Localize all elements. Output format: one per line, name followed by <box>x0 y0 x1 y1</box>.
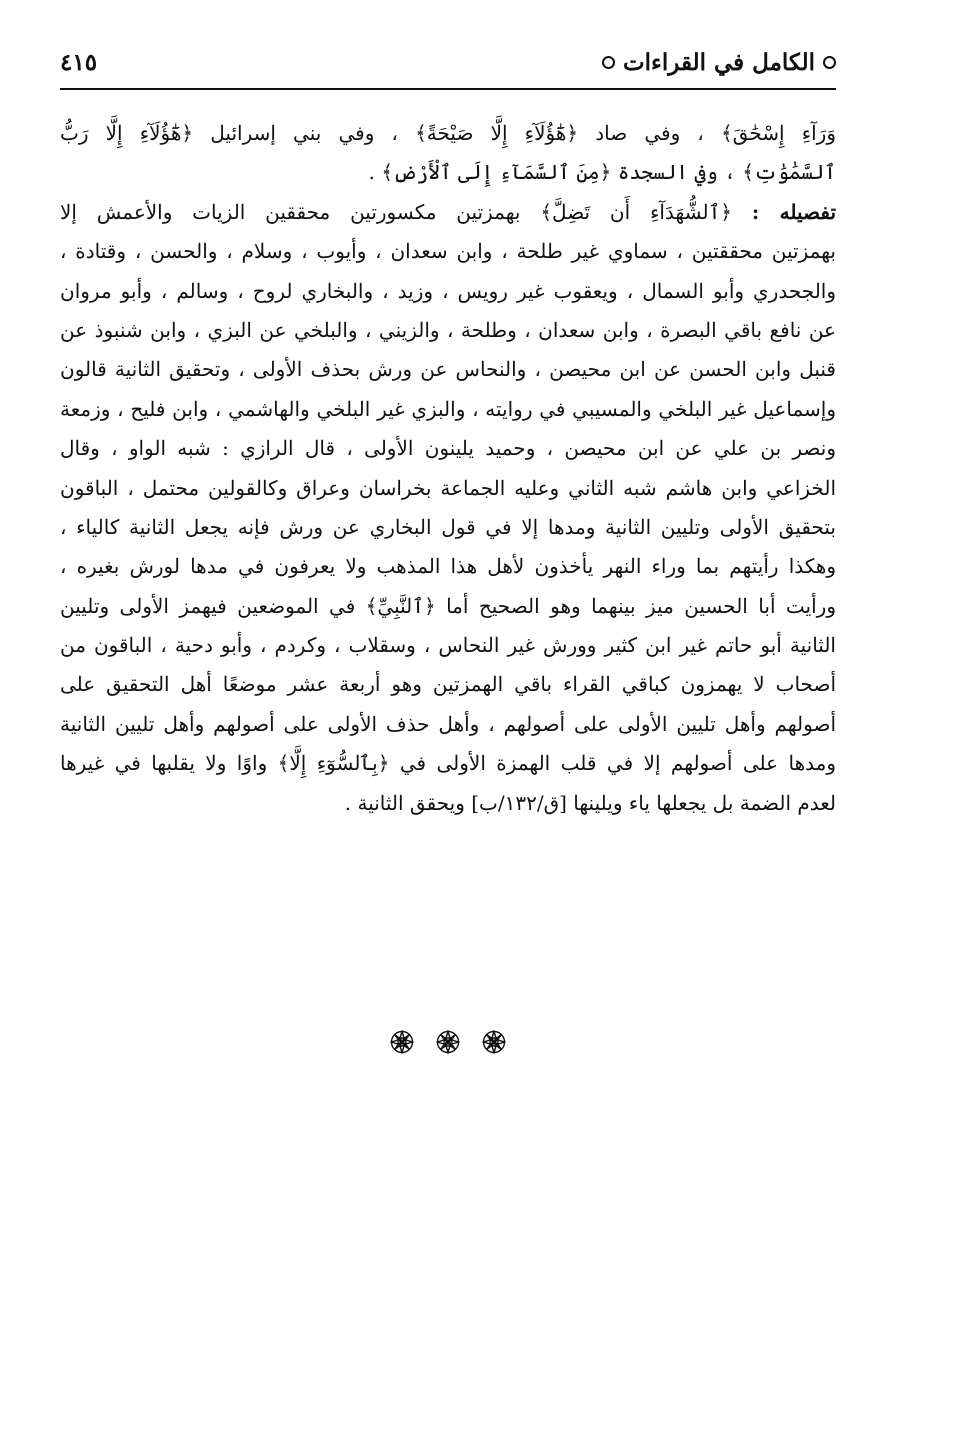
running-title-text: الكامل في القراءات <box>623 48 815 76</box>
text-line-with-label <box>60 193 836 232</box>
body-text <box>60 114 836 823</box>
text-line: ٱلسَّمَٰوَٰتِ﴾ ، وفي السجدة ﴿مِنَ ٱلسَّمَآءِ إِلَى ٱلْأَرْضِ﴾ . <box>368 160 836 185</box>
text-line: ونصر بن علي عن ابن محيصن ، وحميد يلينون الأولى ، قال الرازي : شبه الواو ، وقال <box>60 436 836 461</box>
header-rule <box>60 88 836 90</box>
section-label: تفصيله : <box>751 199 836 224</box>
text-line: وهكذا رأيتهم بما وراء النهر يأخذون لأهل هذا المذهب ولا يعرفون في مدها لورش بغيره ، <box>60 554 836 579</box>
flower-ornament-icon <box>436 1030 460 1054</box>
text-line: أصولهم وأهل تليين الأولى على أصولهم ، وأهل حذف الأولى على أصولهم وأهل تليين الثانية <box>60 711 836 736</box>
text-line: الثانية أبو حاتم غير ابن كثير وورش غير النحاس ، وسقلاب ، وكردم ، وأبو دحية ، الباقون من <box>60 633 836 658</box>
page-header <box>60 42 836 82</box>
text-line: قنبل وابن الحسن عن ابن محيصن ، والنحاس عن ورش بحذف الأولى ، وتحقيق الثانية قالون <box>60 357 836 382</box>
text-line: ورأيت أبا الحسين ميز بينهما وهو الصحيح أما ﴿ٱلنَّبِيِّ﴾ في الموضعين فيهمز الأولى وتليين <box>60 593 836 618</box>
label-quote: ﴿ٱلشُّهَدَآءِ أَن تَضِلَّ﴾ <box>540 199 733 224</box>
page-number: ٤١٥ <box>60 48 98 76</box>
label-line-rest: بهمزتين مكسورتين محققين الزيات والأعمش إلا <box>60 199 521 224</box>
text-line: والجحدري وأبو السمال ، ويعقوب غير رويس ، وزيد ، والبخاري لروح ، وسالم ، وأبو مروان <box>60 278 836 303</box>
text-line: بتحقيق الأولى وتليين الثانية ومدها إلا في قول البخاري عن ورش فإنه يجعل الثانية كالياء ، <box>60 514 836 539</box>
text-line: ومدها على أصولهم إلا في قلب الهمزة الأولى في ﴿بِٱلسُّوٓءِ إِلَّا﴾ واوًا ولا يقلبها في غيرها <box>60 751 836 776</box>
text-line: أصحاب لا يهمزون كباقي القراء باقي الهمزتين وهو أربعة عشر موضعًا أهل التحقيق على <box>60 672 836 697</box>
text-line: وَرَآءِ إِسْحَٰقَ﴾ ، وفي صاد ﴿هَٰٓؤُلَآءِ إِلَّا صَيْحَةً﴾ ، وفي بني إسرائيل ﴿هَٰٓؤُلَآءِ إِلَّا رَبُّ <box>60 121 836 145</box>
flower-ornament-icon <box>390 1030 414 1054</box>
section-end-ornaments <box>60 1030 836 1054</box>
text-line: لعدم الضمة بل يجعلها ياء ويلينها [ق/١٣٢/ب] ويحقق الثانية . <box>344 790 836 815</box>
circle-ornament-icon <box>823 56 836 69</box>
text-line: الخزاعي وابن هاشم شبه الثاني وعليه الجماعة بخراسان وعراق وكالقولين محتمل ، الباقون <box>60 475 836 500</box>
circle-ornament-icon <box>602 56 615 69</box>
text-line: عن نافع باقي البصرة ، وابن سعدان ، وطلحة ، والزيني ، والبلخي عن البزي ، وابن شنبوذ عن <box>60 317 836 342</box>
text-line: وإسماعيل غير البلخي والمسيبي في روايته ، والبزي غير البلخي والهاشمي ، وابن فليح ، وزمعة <box>60 396 836 421</box>
text-line: بهمزتين محققتين ، سماوي غير طلحة ، وابن سعدان ، وأيوب ، وسلام ، والحسن ، وقتادة ، <box>60 239 836 264</box>
flower-ornament-icon <box>482 1030 506 1054</box>
running-title <box>602 49 836 76</box>
